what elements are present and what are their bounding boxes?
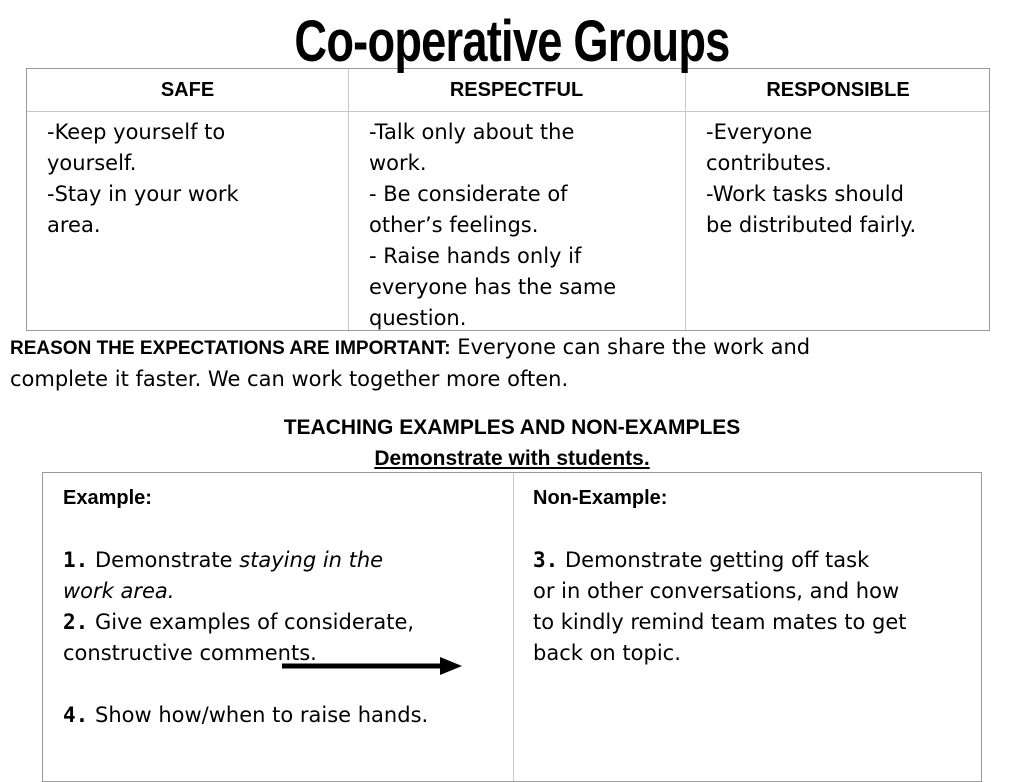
examples-table [42, 472, 982, 782]
example-item-2 [63, 607, 428, 638]
column-divider [513, 473, 514, 781]
item-text: Demonstrate getting off task [564, 548, 870, 572]
safe-cell [47, 117, 239, 241]
safe-line: yourself. [47, 151, 137, 175]
header-responsible: RESPONSIBLE [766, 79, 910, 101]
example-column [63, 483, 428, 731]
item-number: 2. [63, 610, 89, 634]
item-text: Give examples of considerate, [94, 610, 415, 634]
responsible-line: be distributed fairly. [706, 213, 917, 237]
header-safe: SAFE [160, 79, 215, 101]
item-text: Demonstrate [94, 548, 240, 572]
teaching-subheading: Demonstrate with students. [374, 447, 650, 470]
example-label: Example: [63, 487, 152, 509]
safe-line: -Keep yourself to [47, 120, 226, 144]
responsible-cell [706, 117, 916, 241]
column-divider [348, 69, 349, 330]
example-item-4 [63, 700, 428, 731]
expectations-table [26, 68, 990, 331]
example-item-2-cont: constructive comments. [63, 641, 317, 665]
non-example-line: back on topic. [533, 641, 681, 665]
example-item-1-cont [63, 576, 428, 607]
teaching-heading: TEACHING EXAMPLES AND NON-EXAMPLES [283, 416, 741, 439]
reason-text-line1: Everyone can share the work and [457, 335, 811, 359]
responsible-line: -Work tasks should [706, 182, 904, 206]
reason-paragraph [10, 332, 1020, 395]
page-title: Co-operative Groups [294, 9, 730, 74]
responsible-line: -Everyone [706, 120, 813, 144]
item-number: 1. [63, 548, 89, 572]
respectful-line: work. [369, 151, 427, 175]
respectful-line: other’s feelings. [369, 213, 539, 237]
respectful-line: everyone has the same [369, 275, 617, 299]
item-number: 3. [533, 548, 559, 572]
reason-label: REASON THE EXPECTATIONS ARE IMPORTANT: [10, 338, 451, 359]
non-example-column [533, 483, 907, 669]
item-text: Show how/when to raise hands. [94, 703, 429, 727]
non-example-label: Non-Example: [533, 487, 668, 509]
header-divider [27, 111, 989, 112]
example-item-1 [63, 545, 428, 576]
reason-text-line2: complete it faster. We can work together more often. [10, 367, 569, 391]
respectful-line: - Be considerate of [369, 182, 568, 206]
safe-line: -Stay in your work [47, 182, 239, 206]
respectful-line: - Raise hands only if [369, 244, 582, 268]
column-divider [685, 69, 686, 330]
non-example-line: to kindly remind team mates to get [533, 610, 907, 634]
item-text-emphasis: staying in the [239, 548, 384, 572]
safe-line: area. [47, 213, 101, 237]
respectful-line: question. [369, 306, 467, 330]
respectful-line: -Talk only about the [369, 120, 575, 144]
responsible-line: contributes. [706, 151, 832, 175]
right-arrow-icon [282, 654, 464, 678]
respectful-cell [369, 117, 616, 334]
item-number: 4. [63, 703, 89, 727]
item-text-emphasis: work area. [63, 579, 175, 603]
non-example-line: or in other conversations, and how [533, 579, 900, 603]
non-example-item-3 [533, 545, 907, 576]
header-respectful: RESPECTFUL [449, 79, 584, 101]
